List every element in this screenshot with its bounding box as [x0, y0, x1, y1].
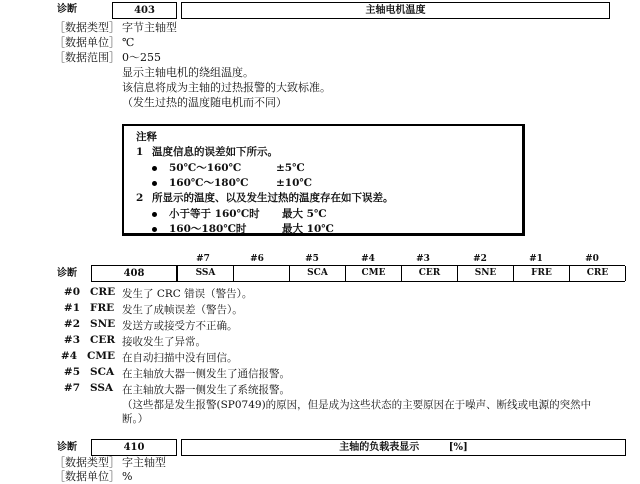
bit-desc-text: 发生了成帧误差（警告）。 — [122, 304, 243, 316]
bit-header: #1 — [529, 254, 543, 264]
bit-desc-text: 在主轴放大器一侧发生了通信报警。 — [122, 368, 290, 380]
bit-desc-code: SSA — [90, 382, 114, 394]
diag-number-403: 403 — [112, 2, 177, 19]
bit-desc-number: #5 — [63, 366, 80, 378]
bit-cell: CME — [346, 266, 402, 281]
prop-value: ℃ — [122, 36, 135, 49]
bit-desc-number: #2 — [63, 318, 80, 330]
diag-title-text: 主轴的负载表显示 — [339, 442, 420, 453]
diag-number-408: 408 — [91, 265, 177, 282]
diag-number-410: 410 — [91, 439, 177, 456]
note-heading: 注释 — [136, 131, 157, 143]
bit-desc-text: 在自动扫描中没有回信。 — [122, 352, 238, 364]
diag-label-410: 诊断 — [57, 442, 77, 453]
bit-desc-code: SNE — [90, 318, 116, 330]
bit-desc-number: #4 — [60, 350, 77, 362]
diag-label-408: 诊断 — [57, 268, 77, 279]
prop-key: ［数据范围］ — [54, 51, 120, 64]
footnote-line: 断。） — [122, 413, 149, 425]
note-row-error: ±10℃ — [276, 177, 312, 189]
bit-desc-number: #7 — [63, 382, 80, 394]
bit-header: #7 — [196, 254, 210, 264]
diag-label-403: 诊断 — [57, 4, 77, 15]
bullet-icon — [152, 212, 157, 217]
prop-value: % — [122, 470, 133, 483]
prop-key: ［数据单位］ — [54, 36, 120, 49]
bit-cell: SSA — [178, 266, 234, 281]
prop-key: ［数据类型］ — [54, 21, 120, 34]
note-row-error: 最大 10℃ — [282, 223, 334, 235]
bit-header: #6 — [250, 254, 264, 264]
prop-key: ［数据类型］ — [54, 456, 120, 469]
bit-desc-number: #0 — [63, 286, 80, 298]
desc-line: 显示主轴电机的绕组温度。 — [122, 66, 254, 79]
bit-desc-text: 接收发生了异常。 — [122, 336, 206, 348]
bit-header: #4 — [361, 254, 375, 264]
bit-header: #5 — [305, 254, 319, 264]
note-item-number: 1 — [136, 146, 144, 158]
note-row: 160～180℃时 — [152, 222, 246, 236]
diag-title-410 — [181, 439, 626, 456]
bit-desc-code: FRE — [90, 302, 115, 314]
bit-header: #2 — [473, 254, 487, 264]
prop-value: 0～255 — [122, 51, 161, 64]
note-row-error: ±5℃ — [276, 162, 305, 174]
bit-cell: SCA — [290, 266, 346, 281]
bit-header: #0 — [585, 254, 599, 264]
bit-cell: CER — [402, 266, 458, 281]
note-row: 160℃～180℃ — [152, 176, 249, 190]
bit-cell: CRE — [570, 266, 626, 281]
bit-desc-text: 在主轴放大器一侧发生了系统报警。 — [122, 384, 290, 396]
bit-desc-text: 发生了 CRC 错误（警告）。 — [122, 288, 253, 300]
prop-value: 字主轴型 — [122, 456, 166, 469]
desc-line: （发生过热的温度随电机而不同） — [122, 96, 287, 109]
bit-desc-text: 发送方或接受方不正确。 — [122, 320, 238, 332]
prop-value: 字节主轴型 — [122, 21, 177, 34]
bit-desc-code: CRE — [90, 286, 116, 298]
diag-title-403: 主轴电机温度 — [181, 2, 610, 19]
bit-desc-number: #3 — [63, 334, 80, 346]
bit-desc-number: #1 — [63, 302, 80, 314]
bit-desc-code: CER — [90, 334, 116, 346]
note-row: 小于等于 160℃时 — [152, 207, 260, 221]
bullet-icon — [152, 227, 157, 232]
bit-register — [177, 265, 625, 282]
bit-cell: SNE — [458, 266, 514, 281]
bit-cell — [234, 266, 290, 281]
note-box — [122, 124, 525, 236]
diag-title-unit: [%] — [448, 442, 468, 453]
bit-header: #3 — [416, 254, 430, 264]
footnote-line: （这些都是发生报警(SP0749)的原因，但是成为这些状态的主要原因在于噪声、断线或电源的突然中 — [122, 399, 592, 411]
bit-cell: FRE — [514, 266, 570, 281]
note-item-text: 温度信息的误差如下所示。 — [152, 146, 278, 158]
desc-line: 该信息将成为主轴的过热报警的大致标准。 — [122, 81, 331, 94]
prop-key: ［数据单位］ — [54, 470, 120, 483]
bullet-icon — [152, 166, 157, 171]
bullet-icon — [152, 181, 157, 186]
note-row: 50℃～160℃ — [152, 161, 241, 175]
bit-desc-code: CME — [87, 350, 115, 362]
bit-desc-code: SCA — [90, 366, 115, 378]
note-row-error: 最大 5℃ — [282, 208, 327, 220]
note-item-number: 2 — [136, 192, 144, 204]
note-item-text: 所显示的温度、以及发生过热的温度存在如下误差。 — [152, 192, 394, 204]
